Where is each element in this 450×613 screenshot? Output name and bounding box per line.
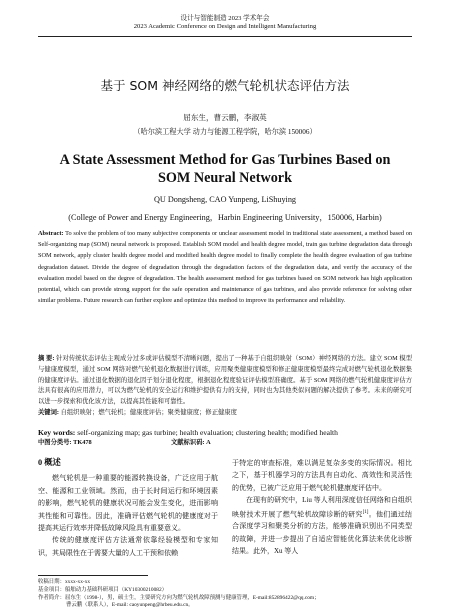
body-paragraph: 于特定的审查标准，难以满足复杂多变的实际情况。相比之下，基于机器学习的方法具有自动化、高效性和灵活性的优势，已被广泛应用于燃气轮机健康度评估中。 (232, 459, 412, 492)
abstract-cn-label: 摘 要: (38, 355, 55, 362)
body-paragraph: 传统的健康度评估方法通常依靠经验模型和专家知识，其局限性在于需要大量的人工干预和依赖 (38, 536, 218, 557)
body-paragraph (232, 494, 412, 557)
footnotes (38, 579, 412, 610)
authors-en: QU Dongsheng, CAO Yunpeng, LiShuying (153, 195, 297, 204)
body-text: 。他们通过结合深度学习和聚类分析的方法，能够准确识别出不同类型的故障，并进一步提出了自适应智能优化算法来优化诊断结果。此外，Xu 等人 (232, 509, 413, 556)
section-title: 0 概述 (38, 458, 61, 467)
paper-title-en-line1: A State Assessment Method for Gas Turbines Based on (59, 152, 391, 168)
running-header-en: 2023 Academic Conference on Design and Intelligent Manufacturing (133, 23, 317, 30)
running-header-cn: 设计与智能制造 2023 学术年会 (180, 15, 270, 22)
header-rule (38, 36, 412, 37)
keywords-en-text: self-organizing map; gas turbine; health evaluation; clustering health; modified health (77, 428, 338, 437)
document-code: 文献标识码: A (171, 439, 211, 446)
affiliation-cn: （哈尔滨工程大学 动力与能源工程学院，哈尔滨 150006） (133, 128, 317, 136)
paper-title-cn: 基于 SOM 神经网络的燃气轮机状态评估方法 (100, 78, 350, 93)
keywords-en-label: Key words: (38, 428, 76, 437)
keywords-cn-label: 关键词: (38, 408, 59, 416)
keywords-cn-text: 自组织映射；燃气轮机；健康度评估；聚类健康度；修正健康度 (60, 408, 237, 416)
body-left-column (38, 457, 218, 559)
footnote-rule (38, 575, 148, 576)
footnote-fund: 基金项目：船舶动力基础科研项目（KY10300210082） (38, 586, 168, 593)
clc-number: 中图分类号: TK478 (38, 439, 92, 446)
abstract-en-label: Abstract: (38, 230, 64, 237)
abstract-cn-text: 针对传统状态评估主观成分过多或评估模型不清晰问题，提出了一种基于自组织映射（SOM）神经网络的方法。建立 SOM 模型与健康度模型，通过 SOM 网络对燃气轮机退化数据进行训练，应用聚类健康度模型和修正健康度模型最终完成对燃气轮机退化数据集的健康度评估。通过退化数据的退化因子划分退化程度，根据退化程度验证评估模型准确度。基于 SOM 网络的燃气轮机健康度评估方法具有很高的应用潜力，可以为燃气轮机的安全运行和维护提供有力的支持，同时也为其他类似问题的解决提供了参考。未来的研究可以进一步探索和优化该方法，以提高其性能和可靠性。 (38, 355, 413, 406)
citation-ref[interactable]: [1] (362, 509, 369, 515)
abstract-en-text: To solve the problem of too many subjective components or unclear assessment model in traditional state assessment, a method based on Self-organizing map (SOM) neural network is proposed. Establish SOM model and health degree model, train gas turbine degradation data through SOM network, apply cluster health degree model and modified health degree model to finally complete the health degree evaluation of gas turbine degradation dataset. Divide the degree of degradation through the degradation factors of the degradation data, and verify the accuracy of the evaluation model based on the degree of degradation. The health assessment method for gas turbines based on SOM network has high application potential, which can provide strong support for the safe operation and maintenance of gas turbines, and also provide reference for solving other similar problems. Future research can further explore and optimize this method to improve its performance and reliability. (38, 230, 412, 305)
body-right-column (232, 457, 412, 558)
footnote-corresponding: 曹云鹏（联系人），E-mail: caoyunpeng@hrbeu.edu.cn。 (66, 602, 194, 609)
affiliation-en: (College of Power and Energy Engineering，Harbin Engineering University，150006, Harbin) (68, 213, 382, 222)
body-text: 在现有的研究中，Liu 等人利用深度信任网络和自组织映射技术开展了燃气轮机故障诊断的研究 (232, 496, 412, 518)
keywords-en (38, 428, 412, 438)
footnote-author-intro: 作者简介：屈东生（1998-），男，硕士生，主要研究方向为燃气轮机故障预测与健康管理，E-mail:852896422@qq.com； (38, 594, 320, 601)
authors-cn: 屈东生，曹云鹏，李淑英 (183, 113, 267, 122)
footnote-received: 收稿日期：xxxx-xx-xx (38, 579, 91, 585)
abstract-cn (38, 354, 412, 419)
abstract-en (38, 228, 412, 306)
body-paragraph: 燃气轮机是一种重要的能源转换设备，广泛应用于航空、能源和工业领域。然而，由于长时间运行和环境因素的影响，燃气轮机的健康状况可能会发生变化，进而影响其性能和可靠性。因此，准确评估燃气轮机的健康度对于提高其运行效率并降低故障风险具有重要意义。 (38, 474, 218, 533)
paper-title-en-line2: SOM Neural Network (158, 170, 292, 186)
